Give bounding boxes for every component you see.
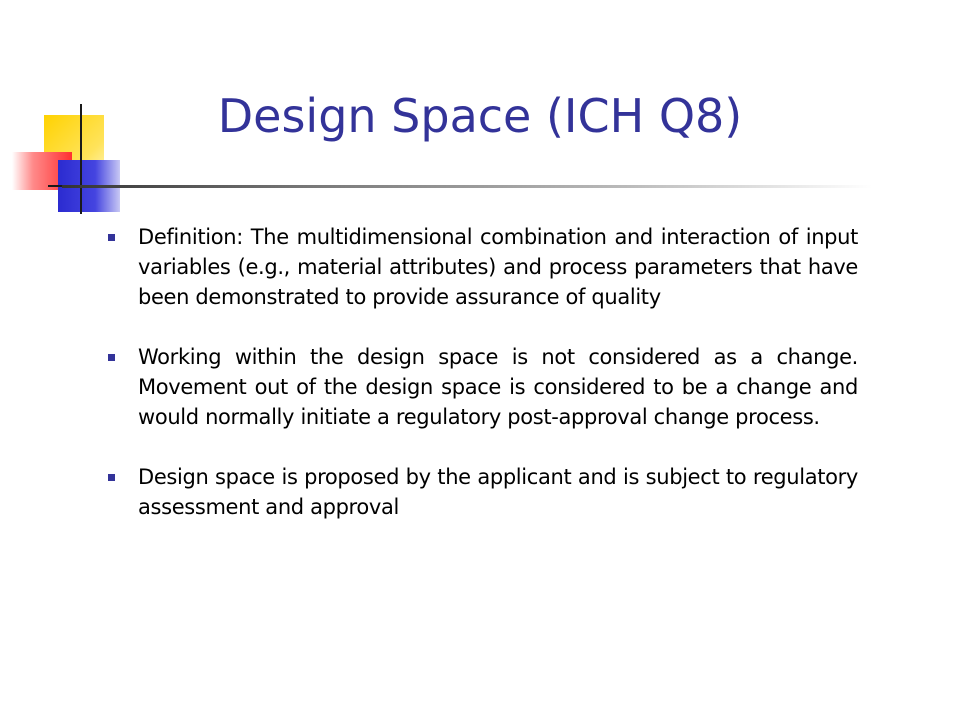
square-bullet-icon	[108, 354, 115, 361]
slide-title: Design Space (ICH Q8)	[217, 89, 743, 143]
title-underline	[62, 185, 872, 188]
bullet-item-proposed-by	[108, 462, 858, 522]
bullet-item-definition	[108, 222, 858, 312]
bullet-item-working-within	[108, 342, 858, 432]
square-bullet-icon	[108, 474, 115, 481]
bullet-text: Definition: The multidimensional combination and interaction of input variables (e.g., material attributes) and process parameters that have been demonstrated to provide assurance of quality	[138, 225, 858, 309]
square-bullet-icon	[108, 234, 115, 241]
bullet-text: Working within the design space is not considered as a change. Movement out of the design space is considered to be a change and would normally initiate a regulatory post-approval change process.	[138, 345, 858, 429]
bullet-text: Design space is proposed by the applicant and is subject to regulatory assessment and approval	[138, 465, 858, 519]
bullet-list	[108, 222, 858, 552]
